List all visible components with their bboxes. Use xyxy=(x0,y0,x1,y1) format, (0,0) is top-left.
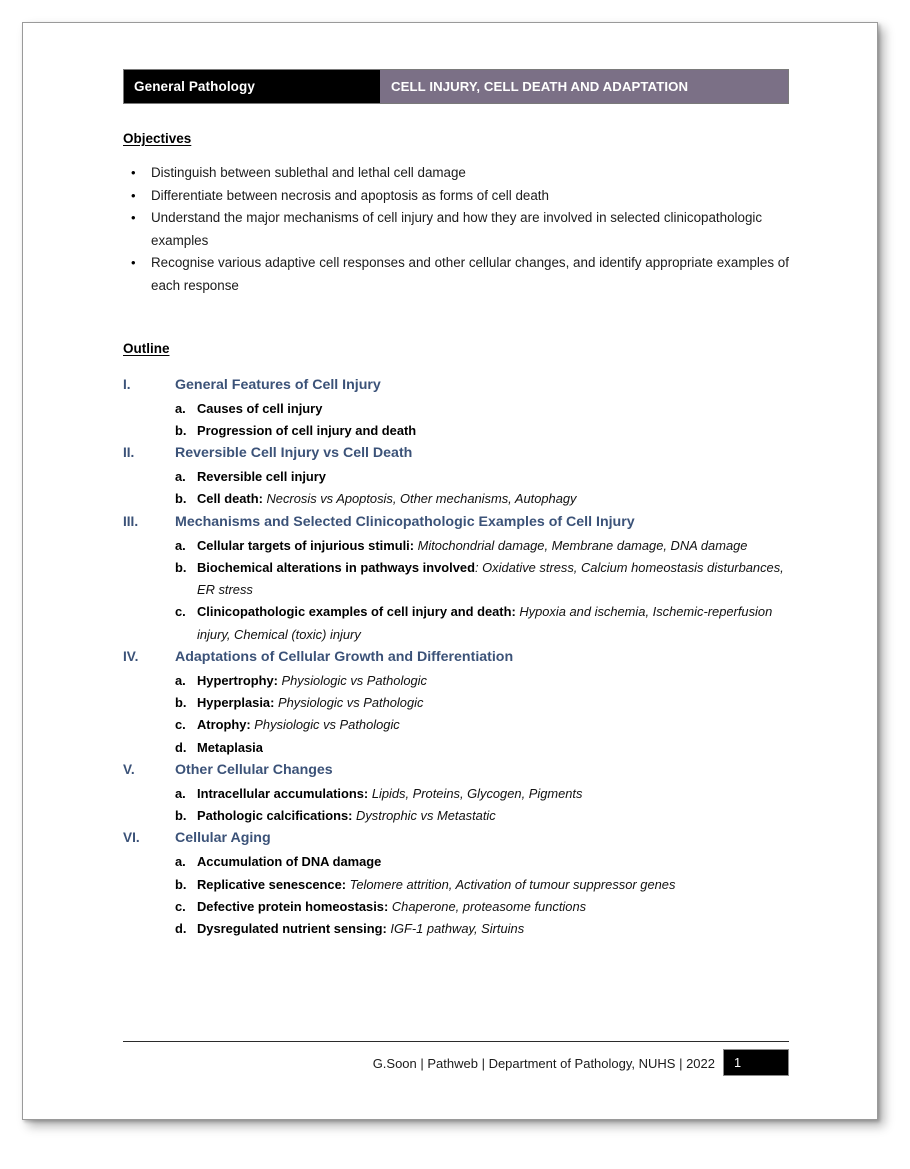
outline-subitem-letter: a. xyxy=(175,672,186,688)
outline-subitem xyxy=(123,670,789,692)
outline-subitem xyxy=(123,535,789,557)
outline-subitem xyxy=(123,420,789,442)
outline-section-header xyxy=(123,646,789,669)
outline-subitem-letter: a. xyxy=(175,785,186,801)
outline-subitem-letter: b. xyxy=(175,491,187,507)
outline-subitem-label: Hyperplasia: xyxy=(197,695,275,711)
outline-section xyxy=(123,374,789,442)
objective-item xyxy=(123,207,789,252)
outline-subitem-label: Metaplasia xyxy=(197,739,263,755)
objective-item xyxy=(123,162,789,185)
objective-item xyxy=(123,252,789,297)
outline-subitem-letter: b. xyxy=(175,559,187,575)
outline-subitem-list xyxy=(123,670,789,759)
footer-attribution: G.Soon | Pathweb | Department of Pathology, NUHS | 2022 xyxy=(372,1056,715,1071)
outline-subitem xyxy=(123,918,789,940)
outline-subitem-letter: b. xyxy=(175,876,187,892)
outline-subitem-list xyxy=(123,535,789,646)
outline-section xyxy=(123,827,789,940)
outline-subitem xyxy=(123,692,789,714)
outline-section xyxy=(123,442,789,510)
outline-subitem-label: Dysregulated nutrient sensing: xyxy=(197,921,387,937)
outline-section-numeral: II. xyxy=(123,445,135,461)
outline-subitem-detail: Necrosis vs Apoptosis, Other mechanisms, Autophagy xyxy=(266,491,577,507)
outline-subitem xyxy=(123,805,789,827)
objective-text: Understand the major mechanisms of cell injury and how they are involved in selected clinicopathologic examples xyxy=(151,210,763,248)
outline-section-title: Reversible Cell Injury vs Cell Death xyxy=(175,445,413,462)
objectives-heading: Objectives xyxy=(123,131,192,146)
outline-subitem-letter: a. xyxy=(175,469,186,485)
outline-subitem-detail: Physiologic vs Pathologic xyxy=(281,672,427,688)
outline-subitem-detail: Telomere attrition, Activation of tumour suppressor genes xyxy=(349,876,676,892)
outline-heading: Outline xyxy=(123,341,170,356)
outline-subitem-letter: d. xyxy=(175,739,187,755)
outline-subitem-detail: Lipids, Proteins, Glycogen, Pigments xyxy=(371,785,583,801)
outline-section-header xyxy=(123,827,789,850)
document-header-banner xyxy=(123,69,789,104)
outline-subitem-letter: c. xyxy=(175,604,186,620)
outline-subitem xyxy=(123,874,789,896)
outline-section xyxy=(123,511,789,646)
bullet-icon: • xyxy=(131,210,136,225)
bullet-icon: • xyxy=(131,187,136,203)
footer-divider xyxy=(123,1041,789,1042)
outline-subitem-label: Cell death: xyxy=(197,491,263,507)
outline-subitem-list xyxy=(123,398,789,443)
outline-subitem-letter: a. xyxy=(175,400,186,416)
objective-text: Differentiate between necrosis and apoptosis as forms of cell death xyxy=(151,187,549,203)
outline-subitem-label: Reversible cell injury xyxy=(197,469,326,485)
outline-section-title: Other Cellular Changes xyxy=(175,762,333,779)
outline-subitem-list xyxy=(123,851,789,940)
outline-subitem-label: Biochemical alterations in pathways involved xyxy=(197,559,475,575)
outline-subitem xyxy=(123,601,789,646)
page-number-box: 1 xyxy=(723,1049,789,1076)
objective-item xyxy=(123,185,789,208)
outline-subitem-letter: b. xyxy=(175,423,187,439)
outline-section-header xyxy=(123,374,789,397)
header-course-label: General Pathology xyxy=(124,70,380,103)
outline-subitem-detail: Chaperone, proteasome functions xyxy=(391,898,587,914)
objectives-list xyxy=(123,162,789,297)
page-footer xyxy=(123,1041,789,1079)
objective-text: Distinguish between sublethal and lethal cell damage xyxy=(151,165,466,180)
outline-subitem-label: Intracellular accumulations: xyxy=(197,785,369,801)
header-topic-label: CELL INJURY, CELL DEATH AND ADAPTATION xyxy=(380,70,788,103)
outline-subitem-detail: Hypoxia and ischemia, Ischemic-reperfusion injury, Chemical (toxic) injury xyxy=(197,604,773,642)
outline-subitem-detail: IGF-1 pathway, Sirtuins xyxy=(390,921,525,937)
outline-section-numeral: VI. xyxy=(123,830,140,846)
outline-subitem xyxy=(123,488,789,510)
outline-subitem xyxy=(123,466,789,488)
outline-subitem-list xyxy=(123,466,789,511)
bullet-icon: • xyxy=(131,165,136,180)
outline-section-title: Cellular Aging xyxy=(175,830,271,847)
outline-section-title: General Features of Cell Injury xyxy=(175,377,381,393)
outline-subitem-label: Atrophy: xyxy=(197,717,251,733)
outline-subitem xyxy=(123,714,789,736)
outline-subitem-detail: Physiologic vs Pathologic xyxy=(254,717,400,733)
outline-subitem-letter: d. xyxy=(175,921,187,937)
outline-subitem xyxy=(123,896,789,918)
outline-subitem-detail: : Oxidative stress, Calcium homeostasis disturbances, ER stress xyxy=(197,559,784,598)
outline-section-header xyxy=(123,759,789,782)
outline-subitem-detail: Physiologic vs Pathologic xyxy=(277,695,424,711)
outline-section-numeral: V. xyxy=(123,762,135,778)
outline-list xyxy=(123,374,789,940)
objective-text: Recognise various adaptive cell responses and other cellular changes, and identify appropriate examples of each response xyxy=(151,255,789,293)
outline-subitem xyxy=(123,398,789,420)
outline-section-numeral: I. xyxy=(123,377,131,392)
outline-subitem-letter: a. xyxy=(175,854,186,870)
outline-section-title: Mechanisms and Selected Clinicopathologic Examples of Cell Injury xyxy=(175,513,635,530)
outline-subitem-label: Replicative senescence: xyxy=(197,876,347,892)
outline-subitem-letter: c. xyxy=(175,717,186,733)
outline-section-header xyxy=(123,442,789,465)
outline-subitem-list xyxy=(123,783,789,828)
outline-subitem-letter: b. xyxy=(175,695,187,711)
footer-body xyxy=(123,1051,789,1079)
outline-subitem-label: Pathologic calcifications: xyxy=(197,808,353,824)
outline-section-title: Adaptations of Cellular Growth and Differentiation xyxy=(175,649,514,666)
bullet-icon: • xyxy=(131,255,136,270)
outline-subitem-label: Defective protein homeostasis: xyxy=(197,898,389,914)
outline-subitem-label: Progression of cell injury and death xyxy=(197,423,417,439)
outline-subitem-label: Hypertrophy: xyxy=(197,672,278,688)
outline-subitem xyxy=(123,557,789,602)
outline-section-header xyxy=(123,511,789,534)
outline-section-numeral: IV. xyxy=(123,649,139,665)
outline-subitem-letter: c. xyxy=(175,898,186,914)
outline-subitem-letter: b. xyxy=(175,808,187,824)
outline-section-numeral: III. xyxy=(123,513,139,529)
outline-subitem-detail: Dystrophic vs Metastatic xyxy=(356,808,496,824)
outline-subitem xyxy=(123,783,789,805)
outline-subitem-label: Causes of cell injury xyxy=(197,400,323,416)
outline-subitem-letter: a. xyxy=(175,537,186,553)
outline-subitem xyxy=(123,737,789,759)
outline-subitem-detail: Mitochondrial damage, Membrane damage, DNA damage xyxy=(417,537,748,553)
outline-subitem-label: Accumulation of DNA damage xyxy=(197,854,382,870)
outline-section xyxy=(123,759,789,827)
outline-subitem xyxy=(123,851,789,873)
document-page xyxy=(22,22,878,1120)
page-content xyxy=(123,69,789,940)
outline-section xyxy=(123,646,789,759)
outline-subitem-label: Cellular targets of injurious stimuli: xyxy=(197,537,415,553)
outline-subitem-label: Clinicopathologic examples of cell injury and death: xyxy=(197,604,516,620)
